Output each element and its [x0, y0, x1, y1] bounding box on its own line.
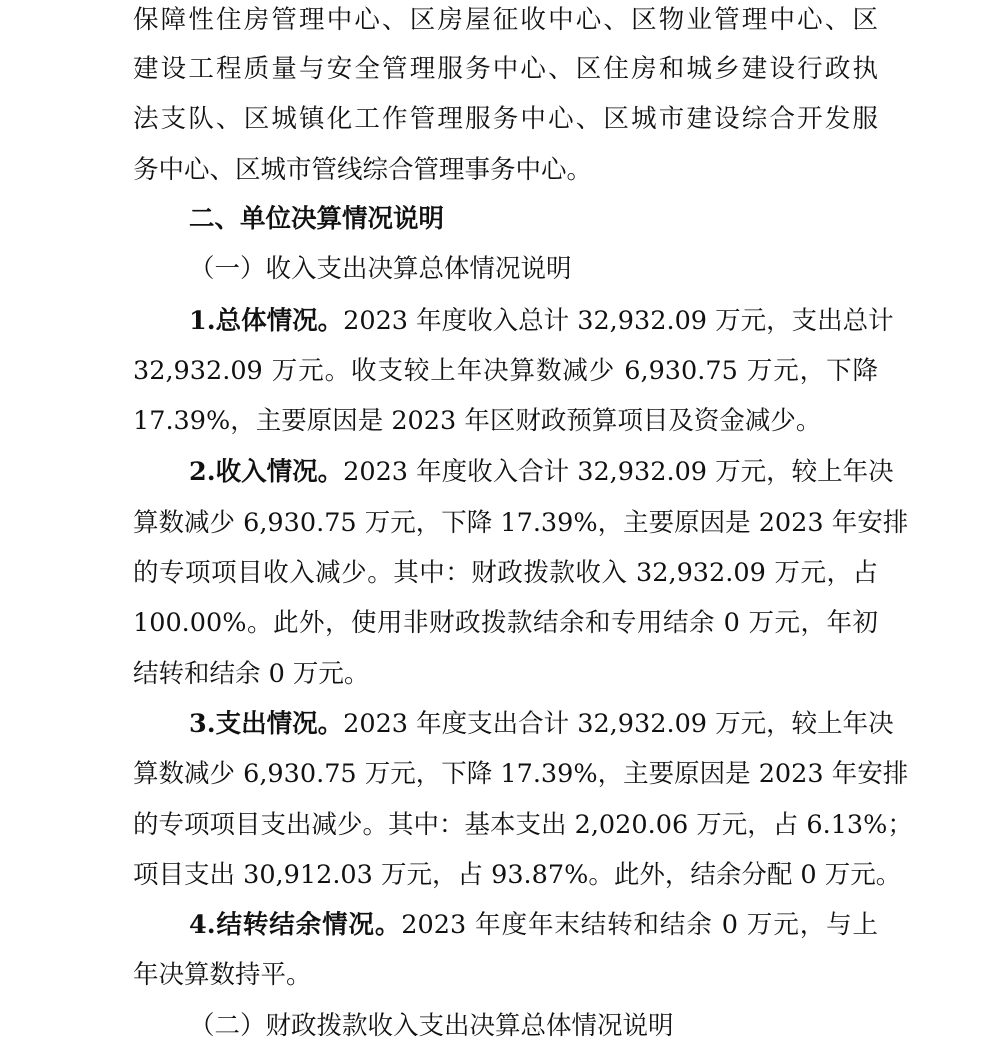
intro-line-2: 建设工程质量与安全管理服务中心、区住房和城乡建设行政执 — [133, 54, 878, 84]
item4-line-2: 年决算数持平。 — [133, 960, 312, 990]
item4-line-1 — [189, 905, 878, 945]
intro-line-3: 法支队、区城镇化工作管理服务中心、区城市建设综合开发服 — [133, 104, 878, 134]
intro-line-1: 保障性住房管理中心、区房屋征收中心、区物业管理中心、区 — [133, 5, 878, 35]
section-heading: 二、单位决算情况说明 — [189, 204, 445, 234]
intro-line-4: 务中心、区城市管线综合管理事务中心。 — [133, 155, 593, 185]
item2-line-1 — [189, 452, 894, 492]
item3-line-1 — [189, 704, 894, 744]
item2-line-4: 100.00%。此外，使用非财政拨款结余和专用结余 0 万元，年初 — [133, 608, 878, 638]
item2-line-3: 的专项项目收入减少。其中：财政拨款收入 32,932.09 万元，占 — [133, 558, 878, 588]
subsection-heading-2: （二）财政拨款收入支出决算总体情况说明 — [189, 1011, 674, 1041]
item4-label: 4.结转结余情况。 — [189, 910, 402, 940]
item3-text: 2023 年度支出合计 32,932.09 万元，较上年决 — [343, 709, 894, 739]
item3-line-4: 项目支出 30,912.03 万元，占 93.87%。此外，结余分配 0 万元。 — [133, 860, 902, 890]
item3-line-3: 的专项项目支出减少。其中：基本支出 2,020.06 万元，占 6.13%； — [133, 810, 913, 840]
item2-line-5: 结转和结余 0 万元。 — [133, 659, 370, 689]
item1-line-2: 32,932.09 万元。收支较上年决算数减少 6,930.75 万元，下降 — [133, 356, 878, 386]
item4-text: 2023 年度年末结转和结余 0 万元，与上 — [401, 910, 879, 940]
item1-line-1 — [189, 301, 894, 341]
item1-text: 2023 年度收入总计 32,932.09 万元，支出总计 — [343, 306, 894, 336]
item3-label: 3.支出情况。 — [189, 709, 344, 739]
subsection-heading-1: （一）收入支出决算总体情况说明 — [189, 254, 572, 284]
item2-label: 2.收入情况。 — [189, 457, 344, 487]
item3-line-2: 算数减少 6,930.75 万元，下降 17.39%，主要原因是 2023 年安排 — [133, 759, 909, 789]
item2-text: 2023 年度收入合计 32,932.09 万元，较上年决 — [343, 457, 894, 487]
item1-label: 1.总体情况。 — [189, 306, 344, 336]
item1-line-3: 17.39%，主要原因是 2023 年区财政预算项目及资金减少。 — [133, 406, 822, 436]
item2-line-2: 算数减少 6,930.75 万元，下降 17.39%，主要原因是 2023 年安排 — [133, 508, 909, 538]
